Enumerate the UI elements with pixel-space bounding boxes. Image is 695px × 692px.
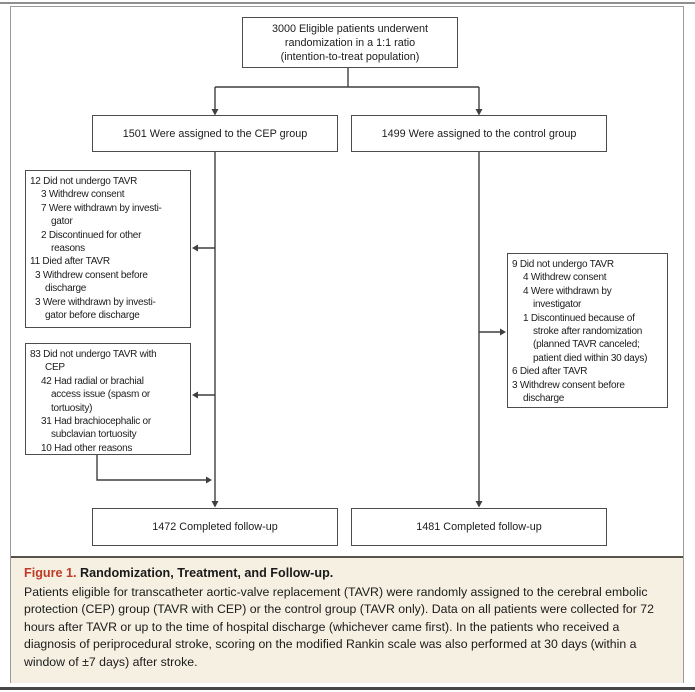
box-text-line: 7 Were withdrawn by investi- [41,202,162,214]
box-text-line: (planned TAVR canceled; [533,339,640,351]
control-followup-label: 1481 Completed follow-up [416,521,542,533]
box-text-line: 9 Did not undergo TAVR [512,259,614,270]
box-text-line: investigator [533,299,582,311]
box-text-line: 42 Had radial or brachial [41,375,144,387]
box-text-line: 2 Discontinued for other [41,229,142,241]
bottom-rule [0,687,695,690]
box-text-line: gator before discharge [45,310,140,322]
box-text-line: subclavian tortuosity [51,429,137,441]
cep-followup-box [92,508,338,546]
box-text-line: 83 Did not undergo TAVR with [30,349,157,360]
box-text-line: 3 Withdrew consent before [512,379,625,391]
box-text-line: 11 Died after TAVR [30,256,110,268]
control-followup-box [351,508,607,546]
box-text-line: 10 Had other reasons [41,442,133,454]
box-text-line: discharge [45,283,87,295]
box-text-line: randomization in a 1:1 ratio [284,36,416,49]
box-text-line: 3 Withdrew consent [41,189,125,201]
caption-area [11,556,683,683]
box-text-line: stroke after randomization [533,326,643,338]
cep-group-label: 1501 Were assigned to the CEP group [122,127,308,140]
top-rule [0,2,695,4]
eligibility-box [242,17,458,68]
box-text-line: gator [51,216,73,228]
cep-dropout-box [25,170,191,328]
box-text-line: 3 Were withdrawn by investi- [35,296,156,308]
box-text-line: 3 Withdrew consent before [35,269,148,281]
box-text-line: patient died within 30 days) [533,352,648,364]
box-text-line: 31 Had brachiocephalic or [41,416,151,428]
cep-group-box [92,115,338,152]
box-text-line: tortuosity) [51,402,93,414]
figure-label: Figure 1. [24,566,77,580]
cep-followup-label: 1472 Completed follow-up [152,521,278,533]
box-text-line: access issue (spasm or [51,389,150,401]
box-text-line: 6 Died after TAVR [512,366,588,378]
box-text-line: reasons [51,243,85,255]
control-group-box [351,115,607,152]
box-text-line: (intention-to-treat population) [280,50,420,63]
control-dropout-box [507,253,668,408]
caption-body: Patients eligible for transcatheter aortic-valve replacement (TAVR) were randomly assigned to the cerebral embolic protection (CEP) group (TAVR with CEP) or the control group (TAVR only). Data on all patients were collected for 72 hours after TAVR or up to the time of hospital discharge (whichever came first). In the patients who received a diagnosis of periprocedural stroke, scoring on the modified Rankin scale was also performed at 30 days (within a window of ±7 days) after stroke. [24,585,654,669]
box-text-line: 1 Discontinued because of [523,312,635,324]
box-text-line: discharge [523,393,565,405]
box-text-line: 4 Withdrew consent [523,272,607,284]
cep-no-device-box [25,343,191,455]
box-text-line: CEP [45,362,65,374]
control-group-label: 1499 Were assigned to the control group [381,127,577,140]
box-text-line: 4 Were withdrawn by [523,285,612,297]
caption-title [24,566,669,580]
box-text-line: 12 Did not undergo TAVR [30,176,138,187]
box-text-line: 3000 Eligible patients underwent [271,22,429,35]
caption-title-text: Randomization, Treatment, and Follow-up. [79,566,334,580]
